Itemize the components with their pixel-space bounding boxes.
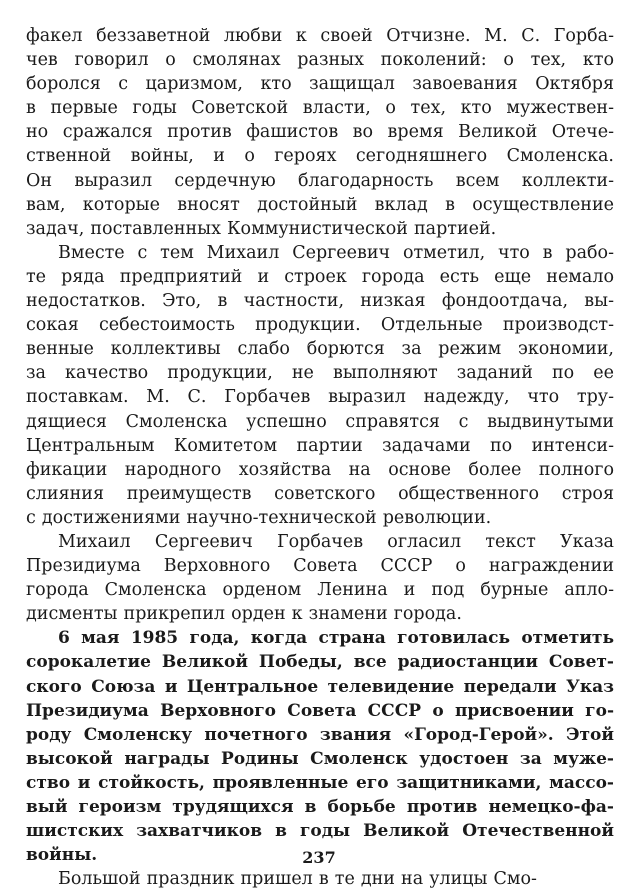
text-line: с достижениями научно-технической революции.	[26, 507, 492, 528]
text-line: венные коллективы слабо борются за режим экономии,	[26, 339, 614, 360]
text-line: 6 мая 1985 года, когда страна готовилась отметить	[58, 628, 614, 649]
text-line: ство и стойкость, проявленные его защитниками, массо-	[26, 772, 614, 793]
text-line: сорокалетие Великой Победы, все радиостанции Совет-	[26, 652, 614, 673]
text-line: Большой праздник пришел в те дни на улицы Смо-	[58, 869, 537, 890]
text-line: слияния преимуществ советского общественного строя	[26, 483, 614, 504]
text-line: недостатков. Это, в частности, низкая фондоотдача, вы-	[26, 291, 614, 312]
paragraph-3	[26, 530, 614, 626]
text-line: сокая себестоимость продукции. Отдельные производст-	[26, 315, 614, 336]
text-line: но сражался против фашистов во время Великой Отече-	[26, 122, 614, 143]
text-line: дисменты прикрепил орден к знамени города.	[26, 604, 462, 625]
paragraph-2	[26, 241, 614, 530]
text-line: задач, поставленных Коммунистической партией.	[26, 218, 497, 239]
text-line: Президиума Верховного Совета СССР о награждении	[26, 556, 614, 577]
text-line: фикации народного хозяйства на основе более полного	[26, 459, 614, 480]
page-number: 237	[302, 848, 336, 867]
text-line: вам, которые вносят достойный вклад в осуществление	[26, 194, 614, 215]
text-line: факел беззаветной любви к своей Отчизне. М. С. Горба-	[26, 26, 614, 46]
text-line: войны.	[26, 845, 98, 866]
text-line: шистских захватчиков в годы Великой Отечественной	[26, 821, 614, 842]
text-line: Михаил Сергеевич Горбачев огласил текст Указа	[58, 531, 614, 552]
text-line: боролся с царизмом, кто защищал завоевания Октября	[26, 74, 614, 95]
text-line: Вместе с тем Михаил Сергеевич отметил, что в рабо-	[58, 242, 614, 263]
text-line: в первые годы Советской власти, о тех, кто мужествен-	[26, 98, 614, 119]
paragraph-4-bold	[26, 626, 614, 867]
text-line: высокой награды Родины Смоленск удостоен за муже-	[26, 748, 614, 769]
page-body	[26, 24, 614, 891]
text-line: вый героизм трудящихся в борьбе против немецко-фа-	[26, 797, 614, 817]
paragraph-1	[26, 24, 614, 241]
text-line: Президиума Верховного Совета СССР о присвоении го-	[26, 700, 614, 721]
text-line: ственной войны, и о героях сегодняшнего Смоленска.	[26, 146, 614, 167]
text-line: роду Смоленску почетного звания «Город-Герой». Этой	[26, 724, 614, 745]
text-line: Центральным Комитетом партии задачами по интенси-	[26, 435, 614, 456]
text-line: те ряда предприятий и строек города есть еще немало	[26, 266, 614, 287]
paragraph-5	[26, 867, 614, 891]
text-line: Он выразил сердечную благодарность всем коллекти-	[26, 170, 614, 191]
text-line: за качество продукции, не выполняют заданий по ее	[26, 363, 614, 384]
text-line: поставкам. М. С. Горбачев выразил надежду, что тру-	[26, 387, 614, 408]
text-line: города Смоленска орденом Ленина и под бурные апло-	[26, 580, 614, 601]
text-line: чев говорил о смолянах разных поколений: о тех, кто	[26, 50, 614, 71]
text-line: ского Союза и Центральное телевидение передали Указ	[26, 676, 614, 697]
text-line: дящиеся Смоленска успешно справятся с выдвинутыми	[26, 411, 614, 432]
